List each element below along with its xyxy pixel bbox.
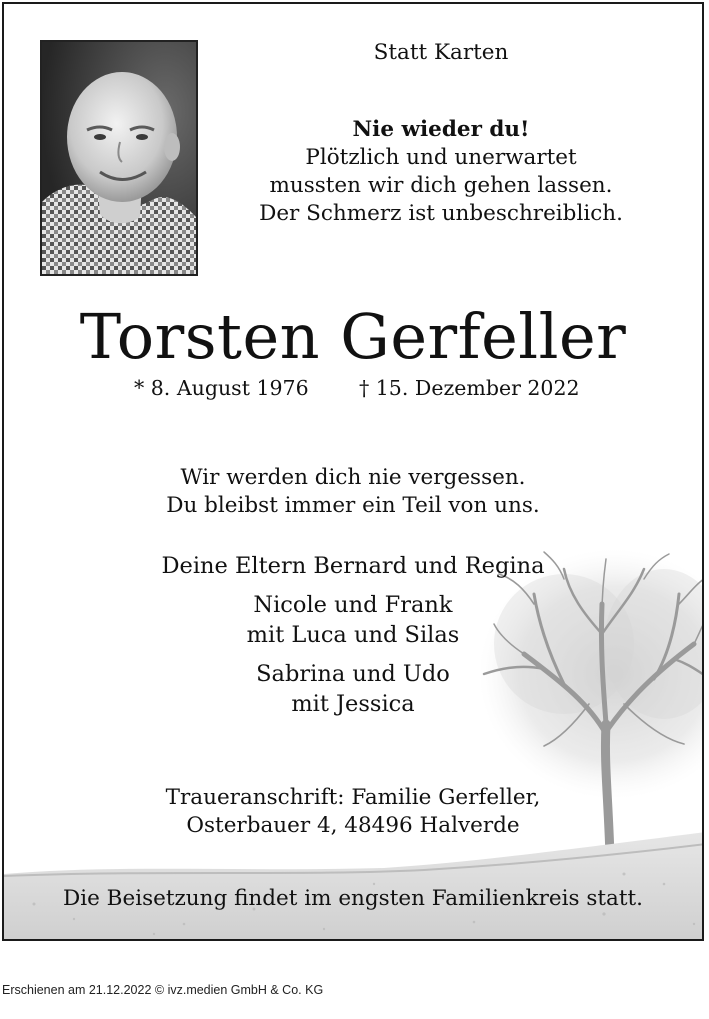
death-date: † 15. Dezember 2022 [359,376,580,400]
poem-line-3: mussten wir dich gehen lassen. [269,173,613,198]
obituary-notice [2,2,704,941]
mourners-family-2-line-2: mit Jessica [291,691,415,717]
mourners-family-2-line-1: Sabrina und Udo [256,661,450,687]
poem-line-2: Plötzlich und unerwartet [305,145,577,170]
mourners-family-1-line-2: mit Luca und Silas [246,622,460,648]
publication-footer: Erschienen am 21.12.2022 © ivz.medien GmbH & Co. KG [2,983,324,997]
poem-line-1: Nie wieder du! [352,117,530,142]
address-line-2: Osterbauer 4, 48496 Halverde [186,813,520,838]
birth-date: * 8. August 1976 [134,376,309,400]
mourners-parents: Deine Eltern Bernard und Regina [161,553,545,579]
address-line-1: Traueranschrift: Familie Gerfeller, [165,785,541,810]
portrait-photo [40,40,198,276]
remembrance-line-2: Du bleibst immer ein Teil von uns. [166,493,540,518]
poem-line-4: Der Schmerz ist unbeschreiblich. [259,201,623,226]
mourners-family-1-line-1: Nicole und Frank [253,592,453,618]
statt-karten-text: Statt Karten [373,40,509,65]
deceased-name: Torsten Gerfeller [79,300,627,373]
remembrance-line-1: Wir werden dich nie vergessen. [180,465,526,490]
burial-note: Die Beisetzung findet im engsten Familienkreis statt. [63,886,643,911]
